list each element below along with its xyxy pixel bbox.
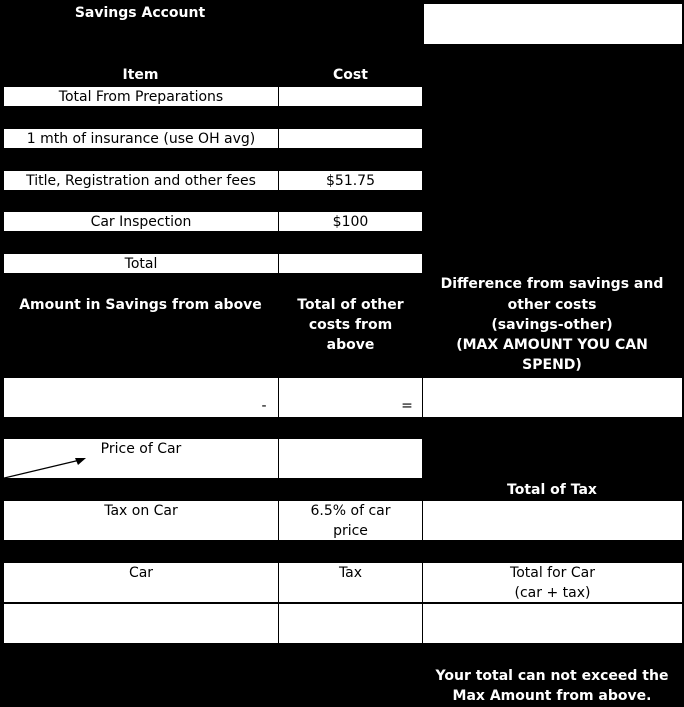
- preparations-label: Total From Preparations: [58, 89, 224, 105]
- title-fees-cost: $51.75: [326, 173, 375, 189]
- insurance-label: 1 mth of insurance (use OH avg): [26, 131, 256, 147]
- car-label-cell: [3, 562, 279, 603]
- difference-header-line3: (savings-other): [491, 317, 613, 333]
- other-costs-header-line1: Total of other: [297, 297, 404, 313]
- section-title: Savings Account: [74, 5, 206, 21]
- inspection-label: Car Inspection: [90, 214, 192, 230]
- preparations-cost-input[interactable]: [278, 86, 423, 107]
- difference-header-line1: Difference from savings and: [440, 276, 664, 292]
- price-of-car-label: Price of Car: [100, 441, 182, 457]
- car-label: Car: [128, 565, 154, 581]
- total-for-car-input[interactable]: [422, 603, 683, 644]
- tax-amount-input[interactable]: [278, 603, 423, 644]
- total-cost-input[interactable]: [278, 253, 423, 274]
- insurance-label-cell: [3, 128, 279, 149]
- preparations-label-cell: [3, 86, 279, 107]
- item-header: Item: [122, 67, 159, 83]
- insurance-cost-input[interactable]: [278, 128, 423, 149]
- arrow-pointer-icon: [0, 455, 92, 483]
- inspection-cost: $100: [332, 214, 369, 230]
- other-costs-header-line2: costs from: [308, 317, 393, 333]
- other-costs-header-line3: above: [326, 337, 375, 353]
- car-amount-input[interactable]: [3, 603, 279, 644]
- equals-sign: =: [401, 398, 413, 414]
- total-label-cell: [3, 253, 279, 274]
- total-of-tax-header: Total of Tax: [507, 482, 597, 498]
- total-for-car-label-cell: [422, 562, 683, 603]
- total-of-tax-input[interactable]: [422, 500, 683, 541]
- title-fees-label-cell: [3, 170, 279, 191]
- savings-amount-input[interactable]: [3, 377, 279, 418]
- footer-note-line2: Max Amount from above.: [452, 688, 652, 704]
- title-fees-cost-cell[interactable]: [278, 170, 423, 191]
- tax-rate-line1: 6.5% of car: [310, 503, 391, 519]
- total-for-car-line2: (car + tax): [514, 585, 591, 601]
- inspection-label-cell: [3, 211, 279, 232]
- tax-on-car-label: Tax on Car: [104, 503, 178, 519]
- tax-on-car-label-cell: [3, 500, 279, 541]
- price-of-car-input[interactable]: [278, 438, 423, 479]
- footer-note-line1: Your total can not exceed the: [435, 668, 669, 684]
- difference-header-line5: SPEND): [522, 357, 582, 373]
- difference-result-input[interactable]: [422, 377, 683, 418]
- inspection-cost-cell[interactable]: [278, 211, 423, 232]
- minus-sign: -: [261, 398, 267, 414]
- tax-rate-cell: [278, 500, 423, 541]
- amount-in-savings-header: Amount in Savings from above: [19, 297, 262, 313]
- difference-header-line2: other costs: [507, 297, 597, 313]
- other-costs-input[interactable]: [278, 377, 423, 418]
- tax-rate-line2: price: [333, 523, 368, 539]
- tax-label: Tax: [338, 565, 363, 581]
- tax-label-cell: [278, 562, 423, 603]
- difference-header-line4: (MAX AMOUNT YOU CAN: [456, 337, 648, 353]
- savings-account-input[interactable]: [423, 3, 683, 45]
- total-for-car-line1: Total for Car: [510, 565, 595, 581]
- cost-header: Cost: [333, 67, 368, 83]
- title-fees-label: Title, Registration and other fees: [26, 173, 256, 189]
- total-label: Total: [124, 256, 158, 272]
